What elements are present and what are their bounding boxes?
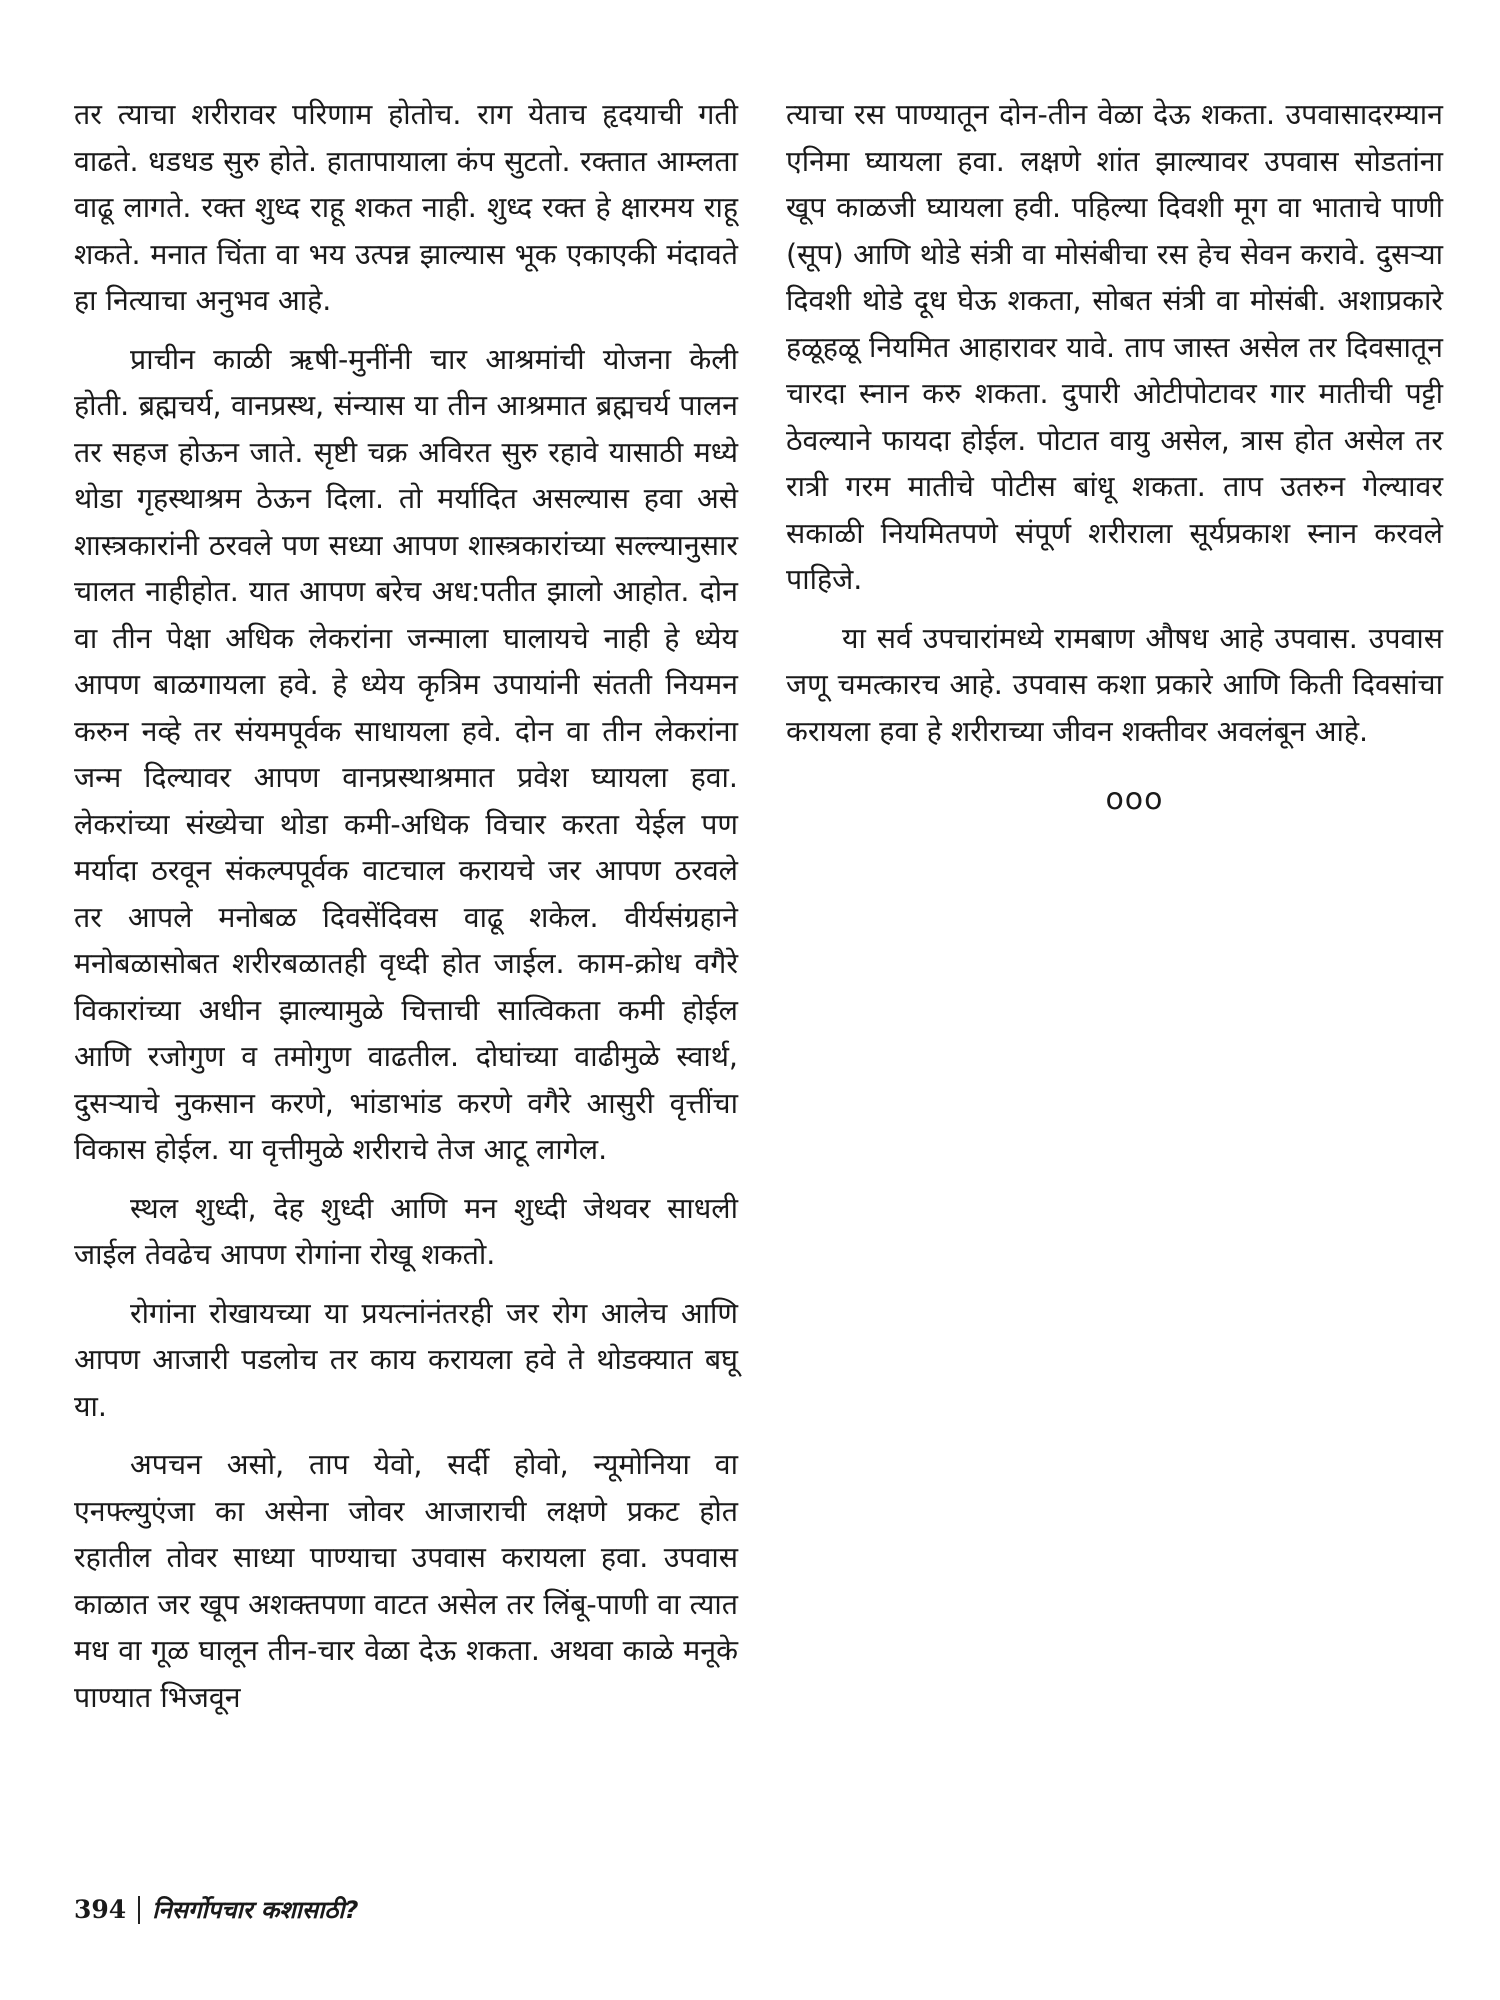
section-end-mark: ooo bbox=[1105, 782, 1164, 817]
paragraph: स्थल शुध्दी, देह शुध्दी आणि मन शुध्दी जेथवर साधली जाईल तेवढेच आपण रोगांना रोखू शकतो. bbox=[74, 1191, 738, 1271]
paragraph: त्याचा रस पाण्यातून दोन-तीन वेळा देऊ शकता. उपवासादरम्यान एनिमा घ्यायला हवा. लक्षणे शांत झाल्यावर उपवास सोडतांना खूप काळजी घ्यायला हवी. पहिल्या दिवशी मूग वा भाताचे पाणी (सूप) आणि थोडे संत्री वा मोसंबीचा रस हेच सेवन करावे. दुसऱ्या दिवशी थोडे दूध घेऊ शकता, सोबत संत्री वा मोसंबी. अशाप्रकारे हळूहळू नियमित आहारावर यावे. ताप जास्त असेल तर दिवसातून चारदा स्नान करु शकता. दुपारी ओटीपोटावर गार मातीची पट्टी ठेवल्याने फायदा होईल. पोटात वायु असेल, त्रास होत असेल तर रात्री गरम मातीचे पोटीस बांधू शकता. ताप उतरुन गेल्यावर सकाळी नियमितपणे संपूर्ण शरीराला सूर्यप्रकाश स्नान करवले पाहिजे. bbox=[786, 98, 1443, 596]
paragraph: प्राचीन काळी ऋषी-मुनींनी चार आश्रमांची योजना केली होती. ब्रह्मचर्य, वानप्रस्थ, संन्यास या तीन आश्रमात ब्रह्मचर्य पालन तर सहज होऊन जाते. सृष्टी चक्र अविरत सुरु रहावे यासाठी मध्ये थोडा गृहस्थाश्रम ठेऊन दिला. तो मर्यादित असल्यास हवा असे शास्त्रकारांनी ठरवले पण सध्या आपण शास्त्रकारांच्या सल्ल्यानुसार चालत नाहीहोत. यात आपण बरेच अध:पतीत झालो आहोत. दोन वा तीन पेक्षा अधिक लेकरांना जन्माला घालायचे नाही हे ध्येय आपण बाळगायला हवे. हे ध्येय कृत्रिम उपायांनी संतती नियमन करुन नव्हे तर संयमपूर्वक साधायला हवे. दोन वा तीन लेकरांना जन्म दिल्यावर आपण वानप्रस्थाश्रमात प्रवेश घ्यायला हवा. लेकरांच्या संख्येचा थोडा कमी-अधिक विचार करता येईल पण मर्यादा ठरवून संकल्पपूर्वक वाटचाल करायचे जर आपण ठरवले तर आपले मनोबळ दिवसेंदिवस वाढू शकेल. वीर्यसंग्रहाने मनोबळासोबत शरीरबळातही वृध्दी होत जाईल. काम-क्रोध वगैरे विकारांच्या अधीन झाल्यामुळे चित्ताची सात्विकता कमी होईल आणि रजोगुण व तमोगुण वाढतील. दोघांच्या वाढीमुळे स्वार्थ, दुसऱ्याचे नुकसान करणे, भांडाभांड करणे वगैरे आसुरी वृत्तींचा विकास होईल. या वृत्तीमुळे शरीराचे तेज आटू लागेल. bbox=[74, 342, 738, 1166]
paragraph: या सर्व उपचारांमध्ये रामबाण औषध आहे उपवास. उपवास जणू चमत्कारच आहे. उपवास कशा प्रकारे आणि किती दिवसांचा करायला हवा हे शरीराच्या जीवन शक्तीवर अवलंबून आहे. bbox=[786, 621, 1443, 748]
right-column bbox=[786, 92, 1443, 824]
running-title: निसर्गोपचार कशासाठी? bbox=[152, 1896, 359, 1924]
page-number: 394 bbox=[74, 1895, 127, 1924]
paragraph: रोगांना रोखायच्या या प्रयत्नांनंतरही जर रोग आलेच आणि आपण आजारी पडलोच तर काय करायला हवे ते थोडक्यात बघू या. bbox=[74, 1296, 738, 1423]
page-footer bbox=[74, 1893, 358, 1926]
left-column bbox=[74, 92, 738, 1733]
footer-divider bbox=[138, 1896, 140, 1924]
paragraph: तर त्याचा शरीरावर परिणाम होतोच. राग येताच हृदयाची गती वाढते. धडधड सुरु होते. हातापायाला कंप सुटतो. रक्तात आम्लता वाढू लागते. रक्त शुध्द राहू शकत नाही. शुध्द रक्त हे क्षारमय राहू शकते. मनात चिंता वा भय उत्पन्न झाल्यास भूक एकाएकी मंदावते हा नित्याचा अनुभव आहे. bbox=[74, 98, 738, 317]
paragraph: अपचन असो, ताप येवो, सर्दी होवो, न्यूमोनिया वा एनफ्ल्युएंजा का असेना जोवर आजाराची लक्षणे प्रकट होत रहातील तोवर साध्या पाण्याचा उपवास करायला हवा. उपवास काळात जर खूप अशक्तपणा वाटत असेल तर लिंबू-पाणी वा त्यात मध वा गूळ घालून तीन-चार वेळा देऊ शकता. अथवा काळे मनूके पाण्यात भिजवून bbox=[74, 1448, 738, 1714]
